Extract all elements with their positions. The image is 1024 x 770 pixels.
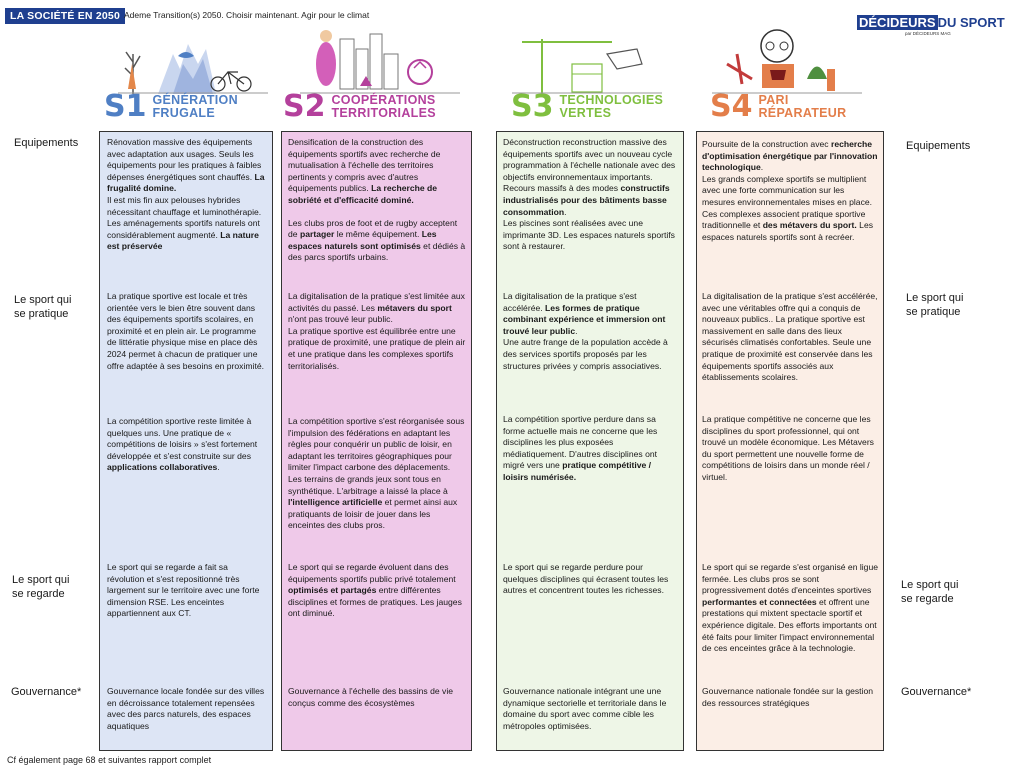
hand-icon [607,49,642,69]
row-label-gouvernance-left: Gouvernance* [11,686,82,698]
cell-text: La digitalisation de la pratique s'est accélérée. [503,291,637,313]
row-label-line1: Le sport qui [14,294,72,306]
scenario-number: S2 [283,89,326,124]
cell-bold: Les espaces naturels sont optimisés [288,229,437,251]
cell-text: Il est mis fin aux pelouses hybrides nécessitant chauffage et luminothérapie. Les aménagements sportifs naturels ont considérablement augmenté. [107,194,262,240]
cell-bold: applications collaboratives [107,462,218,473]
cell-text: Le sport qui se regarde a fait sa révolution et s'est repositionné très largement sur le territoire avec une forte dimension RSE. Les enceintes appartiennent aux CT. [107,562,260,619]
cell-s4-pratique-1 [702,291,879,384]
cell-text: entre différentes disciplines et formes de pratiques. Les jauges ont diminué. [288,585,462,619]
row-label-line1: Le sport qui [12,574,70,586]
cell-text: Gouvernance nationale fondée sur la gestion des ressources stratégiques [702,686,874,708]
cell-text: Recours massifs à des modes [503,183,621,194]
cell-bold: La recherche de sobriété et d'efficacité dominé. [288,183,438,205]
carrot-icon [128,64,136,89]
cell-text: Poursuite de la construction avec [702,139,831,149]
cell-text: La compétition sportive reste limitée à quelques uns. Une pratique de « compétitions de loisirs » s'est fortement développée et s'est construite sur des [107,416,258,461]
scenario-name [559,94,663,120]
cell-text: et permet ainsi aux pratiquants de loisir de jouer dans les enceintes des clubs pros. [288,497,458,531]
scenario-number: S3 [511,89,554,124]
brand-subtitle: par DÉCIDEURS MAG [905,31,951,36]
cell-s3-regarde [503,562,678,597]
row-label-equipements-right: Equipements [906,140,971,152]
recycle-icon [408,60,432,84]
cell-s1-regarde [107,562,267,620]
cell-s1-pratique-1 [107,291,267,372]
cell-text: Déconstruction reconstruction massive des équipements sportifs avec un nouveau cycle programmation à l'échelle nationale avec des objectifs environnementaux importants. [503,137,676,182]
cell-s2-gouvernance [288,686,466,709]
row-label-line2: se pratique [14,308,69,320]
cell-bold: Les formes de pratique combinant expérience et immersion ont trouvé leur public [503,302,666,336]
cell-s3-pratique-1 [503,291,678,372]
brand-logo [857,15,1005,30]
cell-s4-pratique-2 [702,414,879,484]
cell-bold: recherche d'optimisation énergétique par l'innovation technologique [702,139,878,173]
cell-text: Les grands complexe sportifs se multiplient avec une forte communication sur les mesures environnementales mises en place. Ces complexes associent pratique sportive traditionnelle et [702,173,873,231]
cell-s4-equipements [702,139,879,243]
tree-icon [807,67,827,80]
cell-bold: métavers du sport [377,302,452,313]
cell-text: Gouvernance à l'échelle des bassins de vie conçus comme des écosystèmes [288,686,454,708]
s1-illustration [118,24,268,94]
source-subtitle: Ademe Transition(s) 2050. Choisir maintenant. Agir pour le climat [124,10,370,20]
cell-text: La digitalisation de la pratique s'est accélérée, avec une véritables offre qui a conquis de nouveaux publics.. La pratique sportive est massivement en salle dans des lieux sécurisés climatisés confortables. Seule une pratique de proximité est conservée dans les équipements sportifs associés aux établissements scolaires. [702,291,878,383]
cell-bold: partager [299,229,335,240]
cell-text: La digitalisation de la pratique s'est limitée aux activités du passé. Les [288,291,465,313]
row-label-regarde-right [901,578,958,606]
bottle-icon [827,69,835,91]
row-label-equipements-left: Equipements [14,137,79,149]
cell-text: Rénovation massive des équipements avec adaptation aux usages. Seuls les équipements pour les pratiques à faibles dépenses énergétiques sont chauffés. [107,137,262,182]
scenario-title-s1 [104,89,238,124]
cell-text: le même équipement. [334,229,422,240]
scenario-name-line2: FRUGALE [152,106,215,120]
row-label-pratique-left [14,293,71,321]
scenario-name-line2: RÉPARATEUR [758,106,847,120]
cell-text: Une autre frange de la population accède à des services sportifs proposés par les structures privées y compris associatives. [503,337,668,371]
cell-s4-gouvernance [702,686,879,709]
cell-s2-pratique-1 [288,291,466,372]
scenario-name [758,94,846,120]
scenario-name [331,94,435,120]
cell-text: Le sport qui se regarde perdure pour quelques disciplines qui écrasent toutes les autres et concentrent toutes les richesses. [503,562,669,596]
scenario-name [152,94,237,120]
cell-text: . [575,325,578,336]
cell-text: Densification de la construction des équipements sportifs avec recherche de mutualisation à l'échelle des territoires pertinents y compris avec d'autres équipements publics. [288,137,441,194]
cell-bold: pratique compétitive / loisirs numérisée. [503,460,652,482]
scenario-title-s2 [283,89,436,124]
cell-bold: La frugalité domine. [107,171,265,194]
s3-illustration [512,24,662,94]
cell-text: et dédiés à des parcs sportifs urbains. [288,240,466,263]
scenario-name-line1: TECHNOLOGIES [559,93,664,107]
cell-text: . [760,162,764,173]
building-icon [572,64,602,92]
brand-part-1: DÉCIDEURS [859,15,936,30]
cell-s1-gouvernance [107,686,267,732]
cow-icon [770,70,786,80]
cell-text: La pratique sportive est équilibrée entre une pratique de proximité, une pratique de plein air et une pratique dans les complexes sportifs territorialisés. [288,325,466,371]
row-label-regarde-left [12,573,69,601]
brand-part-2: DU SPORT [937,15,1005,30]
cell-bold: La nature est préservée [107,229,259,252]
cell-s1-equipements [107,137,267,253]
row-label-gouvernance-right: Gouvernance* [901,686,972,698]
scenario-name-line1: PARI [758,93,789,107]
scenario-name-line2: VERTES [559,106,612,120]
cell-text: Les espaces naturels sportifs sont à recréer. [702,220,874,242]
cell-s3-equipements [503,137,678,253]
s4-illustration [712,24,862,94]
cell-s1-pratique-2 [107,416,267,474]
cell-text: La compétition sportive s'est réorganisée sous l'impulsion des fédérations en adaptant les règles pour conquérir un public de loisir, en adaptant les territoires géographiques pour limiter l'impact carbone des déplacements. Les terrains de grands jeux sont tous en synthétique. L'arbitrage a laissé la place à [288,416,465,496]
cell-text: et offrent une prestations qui mixtent spectacle sportif et expérience digitale. Des efforts importants ont été faits pour limiter l'impact environnemental de ces enceintes grâce à la technologie. [702,596,877,654]
cell-bold: constructifs industrialisés pour des bâtiments basse consommation [503,183,670,217]
scenario-title-s4 [710,89,847,124]
cell-text: Le sport qui se regarde s'est organisé en ligue fermée. Les clubs pros se sont progressivement dotés d'enceintes sportives [702,562,879,596]
cell-s2-regarde [288,562,466,620]
row-label-line1: Le sport qui [901,579,959,591]
cell-bold: performantes et connectées [702,596,817,607]
cell-text: La compétition sportive perdure dans sa forme actuelle mais ne concerne que les disciplines les plus exposées médiatiquement. D'autres disciplines ont migré vers une [503,414,658,471]
cell-text: . [217,462,220,473]
cell-s3-pratique-2 [503,414,678,484]
cell-bold: optimisés et partagés [288,585,377,596]
row-label-line2: se regarde [901,593,954,605]
cell-s4-regarde [702,562,879,655]
cell-bold: l'intelligence artificielle [288,497,383,508]
scenario-number: S4 [710,89,753,124]
scenario-number: S1 [104,89,147,124]
airplane-icon [727,54,752,84]
section-badge: LA SOCIÉTÉ EN 2050 [5,8,125,24]
cell-text: Le sport qui se regarde évoluent dans des équipements sportifs public privé totalement [288,562,456,584]
cell-text: . [564,206,567,217]
row-label-pratique-right [906,291,963,319]
cell-s2-pratique-2 [288,416,466,532]
cell-text: n'ont pas trouvé leur public. [288,314,393,325]
cell-bold: des métavers du sport. [762,220,857,231]
cell-text: Gouvernance nationale intégrant une une dynamique sectorielle et territoriale dans le domaine du sport avec comme cible les métropoles optimisées. [503,686,667,731]
cell-text: La pratique compétitive ne concerne que les disciplines du sport professionnel, qui ont trouvé un modèle économique. Les Métavers du sport permettent une nouvelle forme de compétitions de loisirs dans un monde réel / virtuel. [702,414,874,482]
cell-text: Gouvernance locale fondée sur des villes en décroissance totalement repensées avec des parcs naturels, des espaces aquatiques [107,686,265,731]
row-label-line2: se pratique [906,306,961,318]
cell-s3-gouvernance [503,686,678,732]
scenario-title-s3 [511,89,664,124]
s2-illustration [300,24,460,94]
cell-text: Les clubs pros de foot et de rugby acceptent de [288,217,458,240]
scenario-name-line2: TERRITORIALES [331,106,436,120]
row-label-line2: se regarde [12,588,65,600]
scenario-name-line1: GÉNÉRATION [152,93,238,107]
scenario-name-line1: COOPÉRATIONS [331,93,436,107]
row-label-line1: Le sport qui [906,292,964,304]
person-icon [316,42,336,86]
cell-s2-equipements [288,137,466,264]
cell-text: Les piscines sont réalisées avec une imprimante 3D. Les espaces naturels sportifs sont à restaurer. [503,218,675,252]
footnote: Cf également page 68 et suivantes rapport complet [7,755,212,765]
cell-text: La pratique sportive est locale et très orientée vers le bien être souvent dans des équipements sportifs scolaires, en proximité et en plein air. Le programme de littératie physique mise en place dès 2024 permet à chacun de pratiquer une offre adaptée à ses besoins en proximité. [107,291,265,371]
